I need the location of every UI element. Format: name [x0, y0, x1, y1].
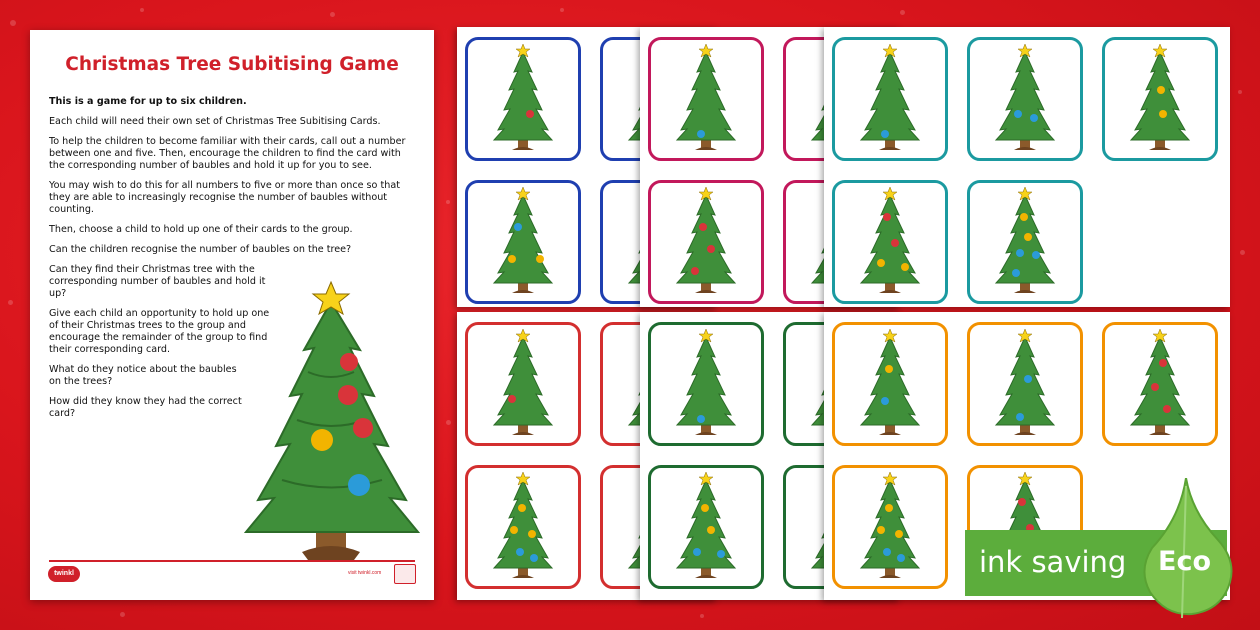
tree-card: [1102, 322, 1218, 446]
tree-card: [648, 322, 764, 446]
tree-icon: [855, 187, 925, 301]
tree-icon: [671, 44, 741, 158]
footer-url: visit twinkl.com: [348, 570, 382, 576]
paragraph: Each child will need their own set of Christmas Tree Subitising Cards.: [49, 116, 381, 127]
tree-icon: [488, 44, 558, 158]
christmas-tree-illustration: [242, 280, 422, 580]
tree-icon: [990, 44, 1060, 158]
tree-icon: [990, 329, 1060, 443]
card-sheet-teal: [824, 27, 1230, 307]
eco-label: Eco: [1158, 546, 1211, 577]
document-title: Christmas Tree Subitising Game: [65, 54, 399, 75]
footer-badge-icon: [394, 564, 416, 584]
tree-card: [967, 180, 1083, 304]
paragraph: What do they notice about the baubles on the trees?: [49, 364, 237, 387]
tree-icon: [488, 329, 558, 443]
tree-icon: [855, 472, 925, 586]
paragraph: You may wish to do this for all numbers to five or more than once so that they are able to increasingly recognise the number of baubles without counting.: [49, 180, 400, 215]
tree-card: [832, 322, 948, 446]
tree-icon: [1125, 329, 1195, 443]
paragraph: This is a game for up to six children.: [49, 96, 247, 107]
tree-card: [967, 37, 1083, 161]
tree-icon: [855, 329, 925, 443]
tree-card: [465, 180, 581, 304]
tree-card: [832, 180, 948, 304]
paragraph: Then, choose a child to hold up one of their cards to the group.: [49, 224, 353, 235]
tree-card: [648, 465, 764, 589]
tree-card: [648, 180, 764, 304]
paragraph: Give each child an opportunity to hold up one of their Christmas trees to the group and encourage the remainder of the group to find their corresponding card.: [49, 308, 270, 355]
tree-card: [832, 37, 948, 161]
twinkl-logo: twinkl: [48, 566, 80, 582]
tree-icon: [990, 187, 1060, 301]
tree-card: [465, 322, 581, 446]
paragraph: How did they know they had the correct card?: [49, 396, 242, 419]
tree-card: [832, 465, 948, 589]
tree-icon: [488, 472, 558, 586]
footer-divider: [49, 560, 415, 562]
tree-icon: [1125, 44, 1195, 158]
tree-icon: [855, 44, 925, 158]
instruction-sheet: [30, 30, 434, 600]
paragraph: Can the children recognise the number of baubles on the tree?: [49, 244, 352, 255]
tree-icon: [671, 187, 741, 301]
tree-card: [967, 322, 1083, 446]
tree-icon: [671, 472, 741, 586]
tree-icon: [671, 329, 741, 443]
paragraph: Can they find their Christmas tree with the corresponding number of baubles and hold it up?: [49, 264, 266, 299]
tree-card: [465, 37, 581, 161]
paragraph: To help the children to become familiar with their cards, call out a number between one and five. Then, encourage the children to find the card with the corresponding number of baubles and hold it up for you to see.: [49, 136, 406, 171]
tree-icon: [488, 187, 558, 301]
eco-text: ink saving: [979, 545, 1127, 579]
tree-card: [1102, 37, 1218, 161]
tree-card: [648, 37, 764, 161]
tree-card: [465, 465, 581, 589]
